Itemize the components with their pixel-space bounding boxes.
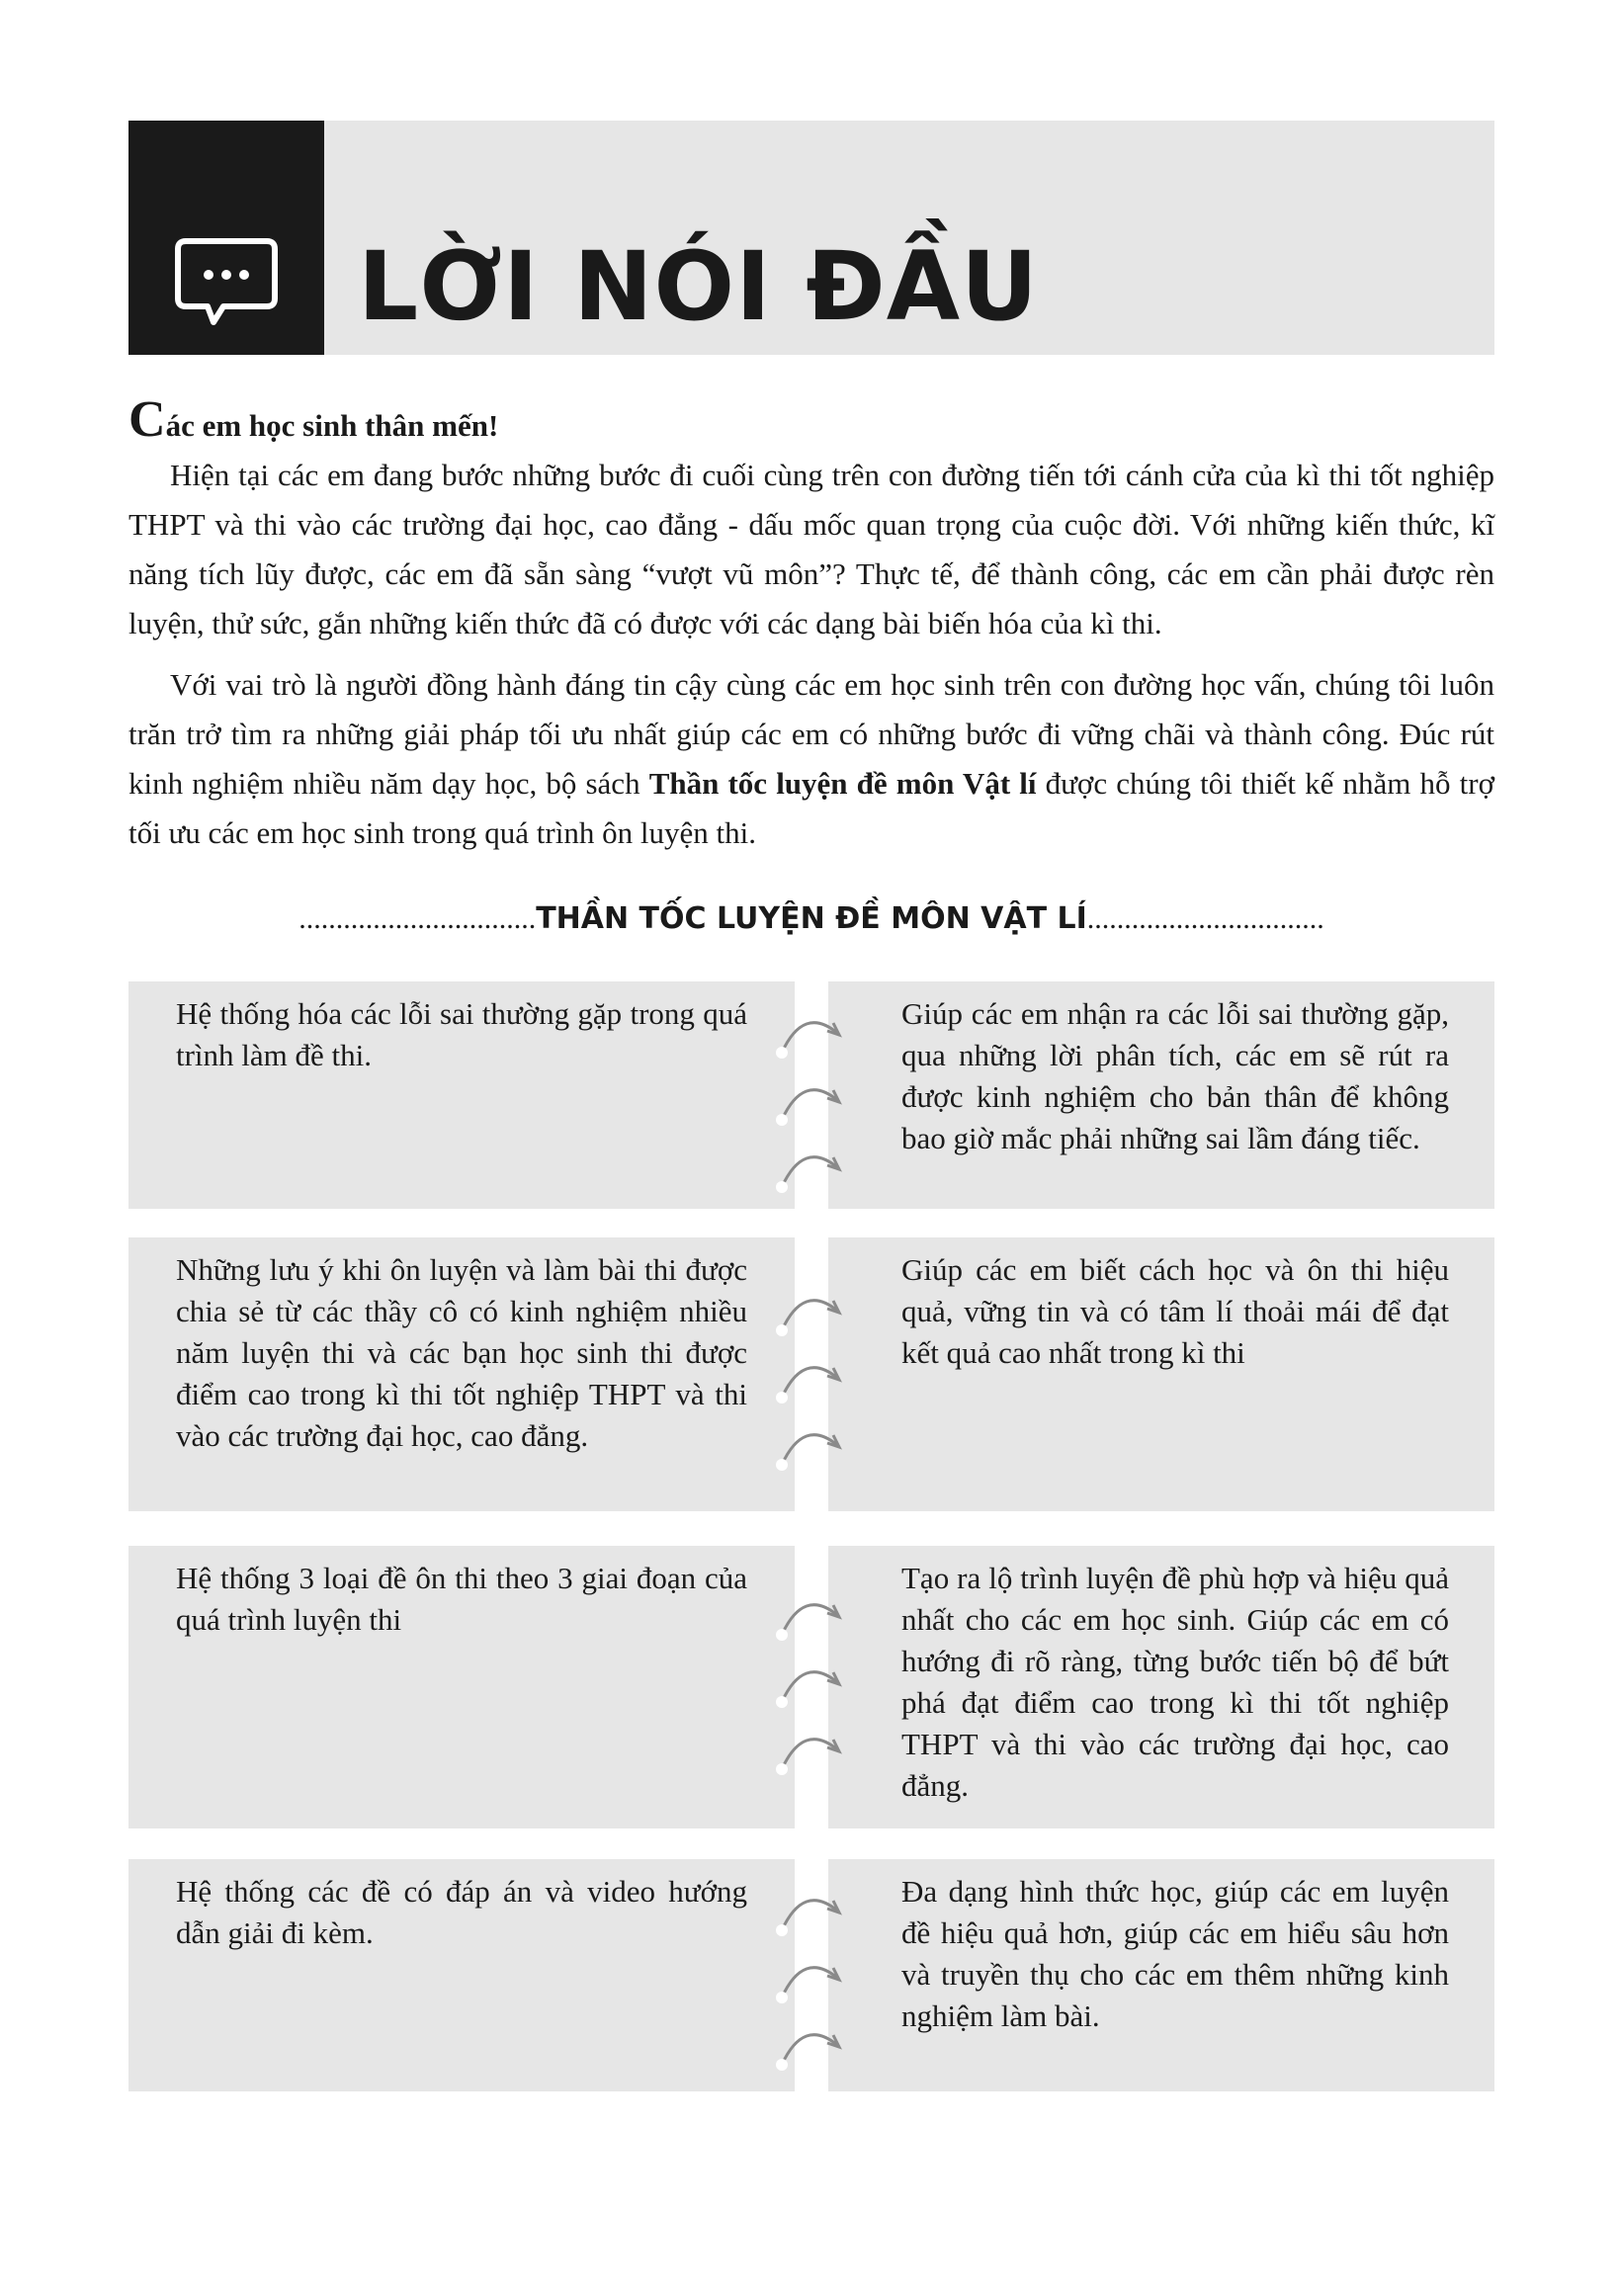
feature-right-cell: Giúp các em nhận ra các lỗi sai thường gặp, qua những lời phân tích, các em sẽ rút ra được kinh nghiệm cho bản thân để không bao giờ mắc phải những sai lầm đáng tiếc. (828, 981, 1494, 1209)
curved-arrow-icon (762, 1653, 861, 1712)
curved-arrow-icon (762, 1003, 861, 1063)
book-title: Thần tốc luyện đề môn Vật lí (648, 766, 1037, 801)
greeting-text: ác em học sinh thân mến! (165, 408, 499, 443)
feature-row (128, 1859, 1494, 2091)
curved-arrow-icon (762, 1281, 861, 1340)
intro-p2-text-before: Với vai trò là người đồng hành đáng tin cậy cùng các em học sinh trên con đường học vấn, chúng tôi luôn trăn trở tìm ra những giải pháp tối ưu nhất giúp các em có những bước đi vững chãi và thành công. Đúc rút kinh nghiệm nhiều năm dạy học, bộ sách (128, 667, 1494, 801)
greeting (128, 391, 1494, 451)
intro-p2-text-after: được chúng tôi thiết kế nhằm hỗ trợ tối ưu các em học sinh trong quá trình ôn luyện thi. (128, 766, 1494, 850)
curved-arrow-icon (762, 1585, 861, 1645)
connector (762, 981, 861, 1209)
curved-arrow-icon (762, 1415, 861, 1475)
intro-paragraph-1: Hiện tại các em đang bước những bước đi cuối cùng trên con đường tiến tới cánh cửa của kì thi tốt nghiệp THPT và thi vào các trường đại học, cao đẳng - dấu mốc quan trọng của cuộc đời. Với những kiến thức, kĩ năng tích lũy được, các em đã sẵn sàng “vượt vũ môn”? Thực tế, để thành công, các em cần phải được rèn luyện, thử sức, gắn những kiến thức đã có được với các dạng bài biến hóa của kì thi. (128, 458, 1494, 640)
feature-left-cell: Những lưu ý khi ôn luyện và làm bài thi được chia sẻ từ các thầy cô có kinh nghiệm nhiều năm luyện thi và các bạn học sinh thi được điểm cao trong kì thi tốt nghiệp THPT và thi vào các trường đại học, cao đẳng. (128, 1237, 795, 1511)
connector (762, 1237, 861, 1511)
divider-dots-left: ................................ (298, 902, 537, 935)
divider-dots-right: ................................ (1086, 902, 1324, 935)
feature-row (128, 1546, 1494, 1828)
connector (762, 1859, 861, 2091)
feature-left-cell: Hệ thống hóa các lỗi sai thường gặp trong quá trình làm đề thi. (128, 981, 795, 1209)
feature-left-cell: Hệ thống các đề có đáp án và video hướng dẫn giải đi kèm. (128, 1859, 795, 2091)
feature-right-cell: Giúp các em biết cách học và ôn thi hiệu quả, vững tin và có tâm lí thoải mái để đạt kết quả cao nhất trong kì thi (828, 1237, 1494, 1511)
curved-arrow-icon (762, 1720, 861, 1779)
curved-arrow-icon (762, 1138, 861, 1197)
header-banner (128, 121, 1494, 355)
page-title: LỜI NÓI ĐẦU (358, 231, 1039, 342)
feature-right-cell: Đa dạng hình thức học, giúp các em luyện đề hiệu quả hơn, giúp các em hiểu sâu hơn và truyền thụ cho các em thêm những kinh nghiệm làm bài. (828, 1859, 1494, 2091)
connector (762, 1546, 861, 1828)
feature-left-cell: Hệ thống 3 loại đề ôn thi theo 3 giai đoạn của quá trình luyện thi (128, 1546, 795, 1828)
intro-section (128, 391, 1494, 858)
curved-arrow-icon (762, 1348, 861, 1407)
feature-row (128, 981, 1494, 1209)
greeting-dropcap: C (128, 391, 166, 448)
curved-arrow-icon (762, 2015, 861, 2075)
feature-right-cell: Tạo ra lộ trình luyện đề phù hợp và hiệu quả nhất cho các em học sinh. Giúp các em có hướng đi rõ ràng, từng bước tiến bộ để bứt phá đạt điểm cao trong kì thi tốt nghiệp THPT và thi vào các trường đại học, cao đẳng. (828, 1546, 1494, 1828)
curved-arrow-icon (762, 1948, 861, 2007)
section-divider (128, 901, 1494, 936)
curved-arrow-icon (762, 1881, 861, 1940)
curved-arrow-icon (762, 1070, 861, 1130)
divider-label: THẦN TỐC LUYỆN ĐỀ MÔN VẬT LÍ (536, 901, 1087, 936)
icon-box (128, 121, 324, 355)
chat-bubble-icon (174, 237, 279, 336)
intro-paragraph-2 (128, 660, 1494, 858)
feature-row (128, 1237, 1494, 1511)
